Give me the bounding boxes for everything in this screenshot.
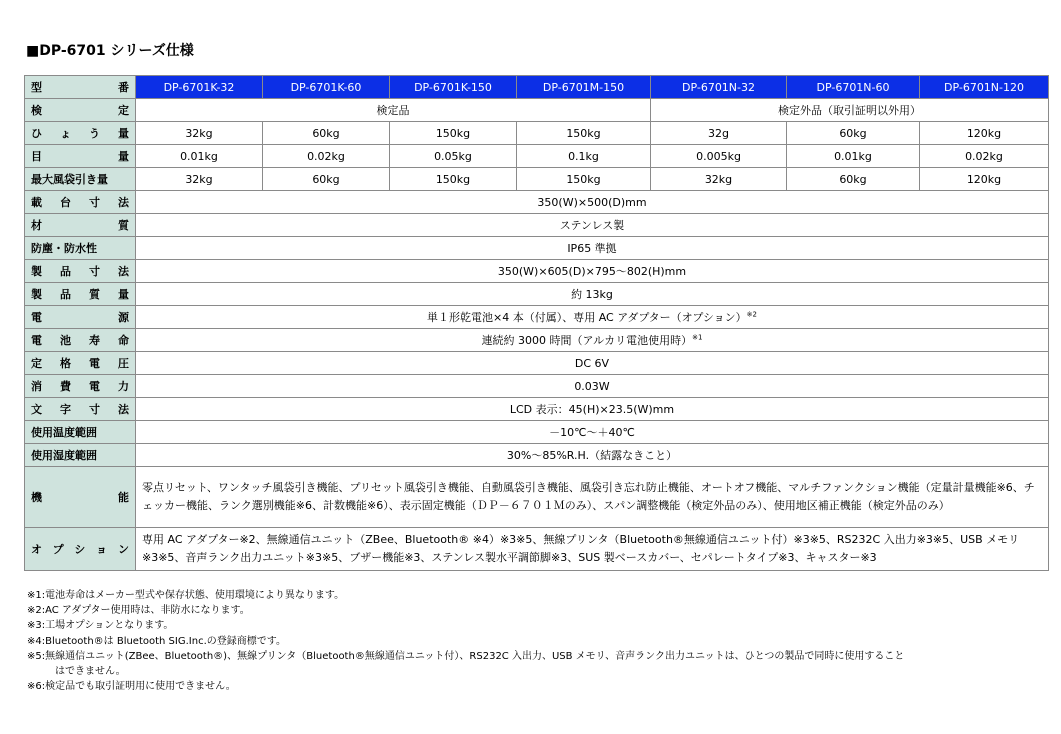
char-size-row	[25, 398, 1049, 421]
max-bag-cell: 60kg	[787, 168, 920, 191]
division-row	[25, 145, 1049, 168]
capacity-cell: 60kg	[787, 122, 920, 145]
product-mass-value: 約 13kg	[136, 283, 1049, 306]
footnotes	[27, 588, 1057, 694]
capacity-cell: 150kg	[517, 122, 651, 145]
humidity-range-value: 30%～85%R.H.（結露なきこと）	[136, 444, 1049, 467]
max-bag-cell: 150kg	[517, 168, 651, 191]
footnote: ※3:工場オプションとなります。	[27, 620, 174, 632]
power-row	[25, 306, 1049, 329]
max-bag-cell: 60kg	[263, 168, 390, 191]
row-label-product-mass: 製品質量	[25, 283, 136, 306]
options-row	[25, 528, 1049, 571]
product-mass-row	[25, 283, 1049, 306]
max-bag-cell: 150kg	[390, 168, 517, 191]
inspection-certified: 検定品	[136, 99, 651, 122]
row-label-temp-range: 使用温度範囲	[25, 421, 136, 444]
model-header: DP-6701K-150	[390, 76, 517, 99]
platform-value: 350(W)×500(D)mm	[136, 191, 1049, 214]
protection-row	[25, 237, 1049, 260]
capacity-cell: 150kg	[390, 122, 517, 145]
capacity-cell: 32kg	[136, 122, 263, 145]
footnote: ※2:AC アダプター使用時は、非防水になります。	[27, 605, 250, 617]
row-label-capacity: ひょう量	[25, 122, 136, 145]
row-label-division: 目 量	[25, 145, 136, 168]
row-label-consumption: 消費電力	[25, 375, 136, 398]
row-label-model: 型 番	[25, 76, 136, 99]
rated-voltage-value: DC 6V	[136, 352, 1049, 375]
inspection-row	[25, 99, 1049, 122]
model-header: DP-6701M-150	[517, 76, 651, 99]
division-cell: 0.05kg	[390, 145, 517, 168]
material-row	[25, 214, 1049, 237]
options-value: 専用 AC アダプター※2、無線通信ユニット（ZBee、Bluetooth® ※4）※3※5、無線プリンタ（Bluetooth®無線通信ユニット付）※3※5、RS232C 入出力※3※5、USB メモリ※3※5、音声ランク出力ユニット※3※5、ブザー機能※3、ステンレス製水平調節脚※3、SUS 製ベースカバー、セパレートタイプ※3、キャスター※3	[136, 528, 1049, 571]
protection-value: IP65 準拠	[136, 237, 1049, 260]
model-row	[25, 76, 1049, 99]
row-label-options: オプション	[25, 528, 136, 571]
row-label-inspection: 検 定	[25, 99, 136, 122]
footnote: ※1:電池寿命はメーカー型式や保存状態、使用環境により異なります。	[27, 590, 345, 601]
functions-value: 零点リセット、ワンタッチ風袋引き機能、プリセット風袋引き機能、自動風袋引き機能、風袋引き忘れ防止機能、オートオフ機能、マルチファンクション機能（定量計量機能※6、チェッカー機能、ランク選別機能※6、計数機能※6）、表示固定機能（ＤＰ－６７０１Ｍのみ）、スパン調整機能（検定外品のみ）、使用地区補正機能（検定外品のみ）	[136, 467, 1049, 528]
model-header: DP-6701K-32	[136, 76, 263, 99]
capacity-cell: 120kg	[920, 122, 1049, 145]
row-label-max-bag: 最大風袋引き量	[25, 168, 136, 191]
division-cell: 0.1kg	[517, 145, 651, 168]
footnote: ※5:無線通信ユニット(ZBee、Bluetooth®)、無線プリンタ（Bluetooth®無線通信ユニット付）、RS232C 入出力、USB メモリ、音声ランク出力ユニットは、ひとつの製品で同時に使用すること	[27, 650, 905, 662]
capacity-cell: 32g	[651, 122, 787, 145]
spec-table	[24, 75, 1049, 571]
max-bag-cell: 120kg	[920, 168, 1049, 191]
product-size-value: 350(W)×605(D)×795～802(H)mm	[136, 260, 1049, 283]
max-bag-cell: 32kg	[651, 168, 787, 191]
product-size-row	[25, 260, 1049, 283]
humidity-range-row	[25, 444, 1049, 467]
battery-life-row	[25, 329, 1049, 352]
power-text: 単１形乾電池×4 本（付属）、専用 AC アダプター（オプション）	[426, 310, 747, 324]
footnote-continuation: はできません。	[55, 666, 126, 678]
row-label-battery-life: 電池寿命	[25, 329, 136, 352]
battery-note-mark: ※1	[692, 332, 703, 341]
row-label-rated-voltage: 定格電圧	[25, 352, 136, 375]
consumption-row	[25, 375, 1049, 398]
row-label-power: 電 源	[25, 306, 136, 329]
row-label-material: 材 質	[25, 214, 136, 237]
capacity-row	[25, 122, 1049, 145]
row-label-char-size: 文字寸法	[25, 398, 136, 421]
char-size-value: LCD 表示：45(H)×23.5(W)mm	[136, 398, 1049, 421]
division-cell: 0.01kg	[136, 145, 263, 168]
platform-row	[25, 191, 1049, 214]
footnote: ※6:検定品でも取引証明用に使用できません。	[27, 681, 236, 693]
functions-row	[25, 467, 1049, 528]
row-label-platform: 載台寸法	[25, 191, 136, 214]
model-header: DP-6701N-32	[651, 76, 787, 99]
power-value	[136, 306, 1049, 329]
row-label-functions: 機 能	[25, 467, 136, 528]
capacity-cell: 60kg	[263, 122, 390, 145]
temp-range-value: －10℃～＋40℃	[136, 421, 1049, 444]
division-cell: 0.01kg	[787, 145, 920, 168]
model-header: DP-6701N-120	[920, 76, 1049, 99]
temp-range-row	[25, 421, 1049, 444]
division-cell: 0.02kg	[920, 145, 1049, 168]
consumption-value: 0.03W	[136, 375, 1049, 398]
battery-life-value	[136, 329, 1049, 352]
row-label-humidity-range: 使用湿度範囲	[25, 444, 136, 467]
battery-life-text: 連続約 3000 時間（アルカリ電池使用時）	[481, 333, 693, 347]
model-header: DP-6701K-60	[263, 76, 390, 99]
rated-voltage-row	[25, 352, 1049, 375]
max-bag-cell: 32kg	[136, 168, 263, 191]
page-title: ■DP-6701 シリーズ仕様	[26, 43, 194, 59]
footnote: ※4:Bluetooth®は Bluetooth SIG.Inc.の登録商標です。	[27, 635, 286, 647]
row-label-protection: 防塵・防水性	[25, 237, 136, 260]
model-header: DP-6701N-60	[787, 76, 920, 99]
division-cell: 0.005kg	[651, 145, 787, 168]
division-cell: 0.02kg	[263, 145, 390, 168]
power-note-mark: ※2	[746, 309, 757, 318]
material-value: ステンレス製	[136, 214, 1049, 237]
inspection-uncertified: 検定外品（取引証明以外用）	[651, 99, 1049, 122]
row-label-product-size: 製品寸法	[25, 260, 136, 283]
max-bag-row	[25, 168, 1049, 191]
